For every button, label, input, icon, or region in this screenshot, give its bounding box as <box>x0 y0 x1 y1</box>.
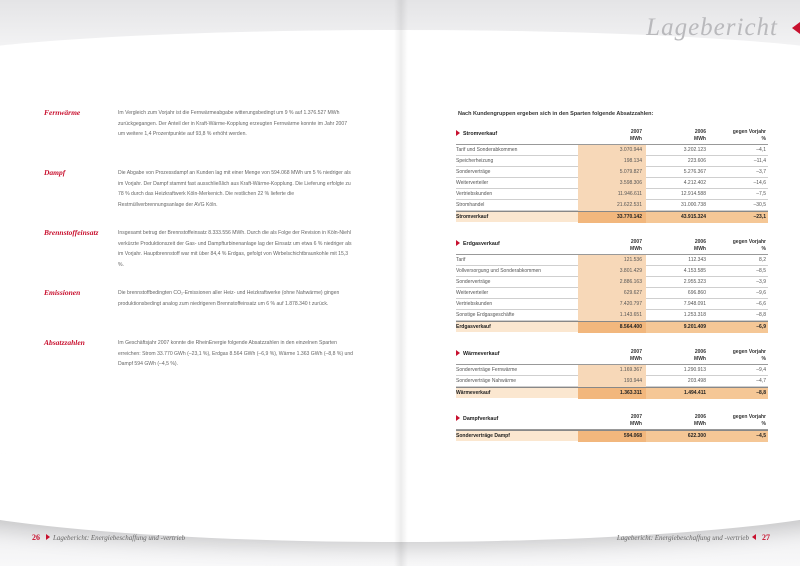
col-2007: 2007 MWh <box>630 239 642 252</box>
section-dampf <box>44 168 354 210</box>
col-2006: 2006 MWh <box>694 239 706 252</box>
table-row: Speicherheizung 198.134 223.606 –11,4 <box>456 156 768 167</box>
table-total-row: Stromverkauf 33.770.142 43.915.324 –23,1 <box>456 211 768 222</box>
table-row: Sonderverträge Nahwärme 193.944 203.498 –4,7 <box>456 376 768 387</box>
table-row: Tarif und Sonderabkommen 3.070.944 3.202.123 –4,1 <box>456 145 768 156</box>
footer-right-text: Lagebericht: Energiebeschaffung und -vertrieb <box>616 534 749 542</box>
section-text: Die brennstoffbedingten CO₂-Emissionen aller Heiz- und Heizkraftwerke (ohne Nahwärme) gingen produktionsbedingt analog zum niedrigeren Brennstoffeinsatz um 6 % auf 1.878.340 t zurück. <box>118 290 340 307</box>
section-text: Die Abgabe von Prozessdampf an Kunden lag mit einer Menge von 594.068 MWh um 5 % niedriger als im Vorjahr. Der Dampf stammt fast ausschließlich aus Kraft-Wärme-Kopplung. Die Lieferung erfolgte zu 78 % durch das Heizkraftwerk Köln-Merkenich. Die restlichen 22 % lieferte die Restmüllverbrennungsanlage der AVG Köln. <box>118 170 351 208</box>
table-row: Sonderverträge Fernwärme 1.169.367 1.290.913 –9,4 <box>456 365 768 376</box>
col-change: gegen Vorjahr % <box>732 349 766 362</box>
section-brennstoffeinsatz <box>44 228 354 270</box>
table-total-row: Erdgasverkauf 8.564.400 9.201.409 –6,9 <box>456 321 768 332</box>
col-2006: 2006 MWh <box>694 349 706 362</box>
table-title: Erdgasverkauf <box>456 240 500 247</box>
footer-left <box>32 533 185 542</box>
section-heading: Fernwärme <box>44 108 81 117</box>
section-emissionen <box>44 288 354 309</box>
triangle-right-icon <box>456 350 460 356</box>
table-row: Tarif 121.536 112.343 8,2 <box>456 255 768 266</box>
col-change: gegen Vorjahr % <box>732 129 766 142</box>
section-absatzzahlen <box>44 338 354 370</box>
section-text: Insgesamt betrug der Brennstoffeinsatz 8.333.556 MWh. Durch die als Folge der Revision in Köln-Niehl verkürzte Produktionszeit der Gas- und Dampfturbinenanlage lag der Einsatz um etwa 6 % niedriger als im Vorjahr. Hauptbrennstoff war mit über 84,4 % Erdgas, gefolgt von Wirbelschichtbraunkohle mit 15,3 %. <box>118 230 352 268</box>
col-2007: 2007 MWh <box>630 129 642 142</box>
section-heading: Dampf <box>44 168 66 177</box>
table-row: Vertriebskunden 11.946.611 12.914.588 –7,5 <box>456 189 768 200</box>
tables-intro: Nach Kundengruppen ergeben sich in den Sparten folgende Absatzzahlen: <box>458 111 654 117</box>
col-change: gegen Vorjahr % <box>732 239 766 252</box>
table-stromverkauf <box>456 128 768 222</box>
page-header-title: Lagebericht <box>646 14 778 41</box>
table-waermeverkauf <box>456 348 768 398</box>
triangle-right-icon <box>456 415 460 421</box>
table-row: Vollversorgung und Sonderabkommen 3.801.429 4.153.585 –8,5 <box>456 266 768 277</box>
table-header <box>456 128 768 145</box>
table-row: Sonstige Erdgasgeschäfte 1.143.651 1.253.318 –8,8 <box>456 310 768 321</box>
col-2006: 2006 MWh <box>694 414 706 427</box>
table-title: Dampfverkauf <box>456 415 498 422</box>
page-gutter <box>394 0 408 566</box>
footer-left-text: Lagebericht: Energiebeschaffung und -vertrieb <box>53 534 186 542</box>
table-row: Vertriebskunden 7.420.797 7.948.091 –6,6 <box>456 299 768 310</box>
table-dampfverkauf <box>456 413 768 441</box>
section-fernwaerme <box>44 108 354 140</box>
table-row: Weiterverteiler 3.598.306 4.212.402 –14,6 <box>456 178 768 189</box>
table-header <box>456 238 768 255</box>
triangle-right-icon <box>46 534 50 540</box>
triangle-left-icon <box>752 534 756 540</box>
section-text: Im Vergleich zum Vorjahr ist die Fernwärmeabgabe witterungsbedingt um 9 % auf 1.376.527 MWh zurückgegangen. Der Anteil der in Kraft-Wärme-Kopplung erzeugten Fernwärme konnte im Jahr 2007 um weitere 1,4 Prozentpunkte auf 93,8 % erhöht werden. <box>118 110 348 137</box>
table-row: Stromhandel 21.622.531 31.000.738 –30,5 <box>456 200 768 211</box>
table-row: Sonderverträge 2.886.163 2.955.323 –3,9 <box>456 277 768 288</box>
table-erdgasverkauf <box>456 238 768 332</box>
table-total-row: Sonderverträge Dampf 594.068 622.300 –4,5 <box>456 430 768 441</box>
table-title: Stromverkauf <box>456 130 497 137</box>
table-row: Sonderverträge 5.079.827 5.276.367 –3,7 <box>456 167 768 178</box>
col-2007: 2007 MWh <box>630 349 642 362</box>
col-2006: 2006 MWh <box>694 129 706 142</box>
table-header <box>456 348 768 365</box>
triangle-right-icon <box>456 130 460 136</box>
col-change: gegen Vorjahr % <box>732 414 766 427</box>
footer-right <box>617 533 770 542</box>
page-number-right: 27 <box>762 533 770 542</box>
table-header <box>456 413 768 430</box>
triangle-right-icon <box>456 240 460 246</box>
table-title: Wärmeverkauf <box>456 350 500 357</box>
table-total-row: Wärmeverkauf 1.363.311 1.494.411 –8,8 <box>456 387 768 398</box>
header-arrow-icon <box>792 22 800 34</box>
col-2007: 2007 MWh <box>630 414 642 427</box>
section-text: Im Geschäftsjahr 2007 konnte die RheinEnergie folgende Absatzzahlen in den einzelnen Sparten erreichen: Strom 33.770 GWh (–23,1 %), Erdgas 8.564 GWh (–6,9 %), Wärme 1.363 GWh (–8,8 %) und Dampf 594 GWh (–4,5 %). <box>118 340 353 367</box>
section-heading: Brennstoffeinsatz <box>44 228 99 237</box>
section-heading: Emissionen <box>44 288 81 297</box>
table-row: Weiterverteiler 629.627 696.860 –9,6 <box>456 288 768 299</box>
section-heading: Absatzzahlen <box>44 338 85 347</box>
page-number-left: 26 <box>32 533 40 542</box>
